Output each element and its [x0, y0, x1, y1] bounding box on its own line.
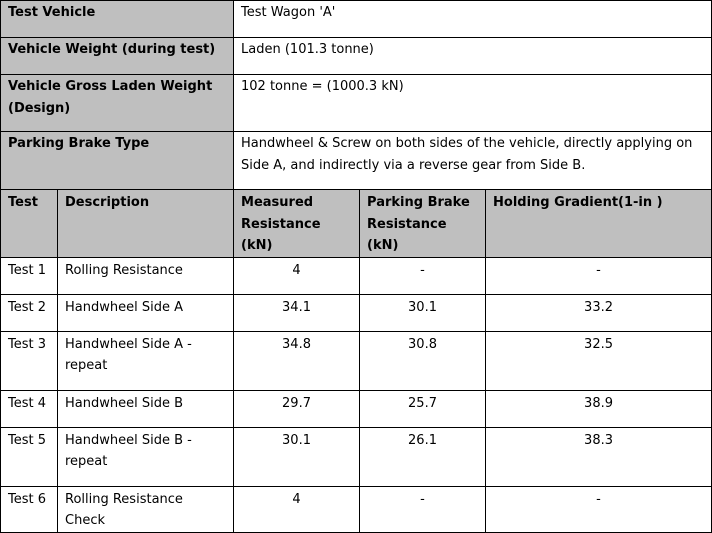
cell-description: Handwheel Side B	[58, 390, 234, 427]
cell-measured: 30.1	[234, 427, 360, 486]
info-value: Handwheel & Screw on both sides of the vehicle, directly applying on Side A, and indirectly via a reverse gear from Side B.	[234, 132, 712, 190]
cell-test: Test 5	[1, 427, 58, 486]
cell-parking: -	[360, 257, 486, 294]
cell-parking: -	[360, 486, 486, 532]
info-row-test-vehicle	[1, 1, 712, 38]
info-label: Parking Brake Type	[1, 132, 234, 190]
cell-test: Test 3	[1, 331, 58, 390]
column-header-test: Test	[1, 190, 58, 258]
cell-test: Test 2	[1, 294, 58, 331]
info-row-vehicle-weight	[1, 38, 712, 75]
info-value: Laden (101.3 tonne)	[234, 38, 712, 75]
cell-test: Test 1	[1, 257, 58, 294]
column-header-holding-gradient: Holding Gradient(1-in )	[486, 190, 712, 258]
info-row-gross-laden-weight	[1, 75, 712, 132]
table-row	[1, 427, 712, 486]
info-label: Vehicle Weight (during test)	[1, 38, 234, 75]
cell-test: Test 6	[1, 486, 58, 532]
column-header-measured-resistance: Measured Resistance (kN)	[234, 190, 360, 258]
info-label: Test Vehicle	[1, 1, 234, 38]
column-header-description: Description	[58, 190, 234, 258]
column-header-row	[1, 190, 712, 258]
table-row	[1, 486, 712, 532]
cell-description: Rolling Resistance	[58, 257, 234, 294]
column-header-parking-brake-resistance: Parking Brake Resistance (kN)	[360, 190, 486, 258]
cell-measured: 29.7	[234, 390, 360, 427]
cell-measured: 34.1	[234, 294, 360, 331]
table-row	[1, 294, 712, 331]
cell-description: Handwheel Side A - repeat	[58, 331, 234, 390]
cell-description: Handwheel Side A	[58, 294, 234, 331]
info-label: Vehicle Gross Laden Weight (Design)	[1, 75, 234, 132]
table-row	[1, 331, 712, 390]
cell-description: Rolling Resistance Check	[58, 486, 234, 532]
cell-test: Test 4	[1, 390, 58, 427]
table-row	[1, 390, 712, 427]
info-row-parking-brake-type	[1, 132, 712, 190]
cell-parking: 25.7	[360, 390, 486, 427]
cell-description: Handwheel Side B - repeat	[58, 427, 234, 486]
cell-gradient: 38.3	[486, 427, 712, 486]
cell-measured: 4	[234, 486, 360, 532]
cell-gradient: 33.2	[486, 294, 712, 331]
cell-gradient: -	[486, 486, 712, 532]
cell-gradient: 38.9	[486, 390, 712, 427]
cell-parking: 30.1	[360, 294, 486, 331]
info-value: Test Wagon 'A'	[234, 1, 712, 38]
cell-measured: 4	[234, 257, 360, 294]
cell-parking: 26.1	[360, 427, 486, 486]
cell-gradient: 32.5	[486, 331, 712, 390]
info-value: 102 tonne = (1000.3 kN)	[234, 75, 712, 132]
cell-gradient: -	[486, 257, 712, 294]
cell-measured: 34.8	[234, 331, 360, 390]
table-row	[1, 257, 712, 294]
cell-parking: 30.8	[360, 331, 486, 390]
